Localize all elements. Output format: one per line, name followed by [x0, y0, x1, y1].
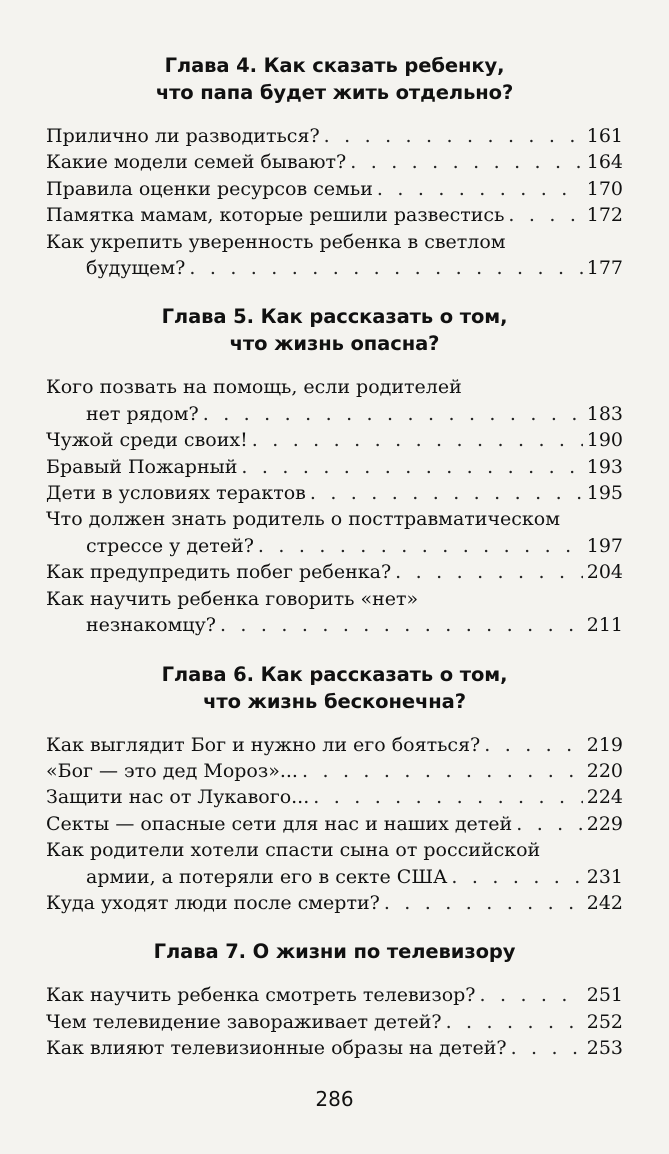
entry-title: будущем? [86, 257, 186, 280]
toc-entry[interactable] [46, 506, 623, 559]
dot-leader [446, 1009, 583, 1035]
entry-title: Прилично ли разводиться? [46, 125, 320, 147]
entry-page: 183 [586, 402, 623, 425]
entry-title: Дети в условиях терактов [46, 482, 306, 505]
entry-page: 224 [586, 786, 623, 809]
dot-leader [480, 982, 583, 1008]
entry-page: 229 [586, 812, 623, 835]
chapter-title [46, 938, 623, 965]
entry-title: Как научить ребенка смотреть телевизор? [46, 984, 476, 1007]
entry-page: 251 [586, 984, 623, 1007]
dot-leader [508, 202, 582, 228]
dot-leader [220, 612, 583, 638]
entry-title: Чем телевидение завораживает детей? [46, 1010, 442, 1033]
entry-page: 170 [586, 177, 623, 200]
chapter-title-line: что жизнь бесконечна? [203, 689, 466, 713]
chapter-title-line: Глава 6. Как рассказать о том, [161, 662, 508, 686]
entry-title: Бравый Пожарный [46, 455, 238, 478]
dot-leader [252, 427, 583, 453]
entry-page: 190 [586, 429, 623, 452]
toc-entry[interactable] [46, 811, 623, 837]
entry-page: 204 [586, 561, 623, 584]
chapter-4 [46, 52, 623, 281]
chapter-title-line: Глава 5. Как рассказать о том, [161, 305, 508, 329]
chapter-title [46, 661, 623, 715]
dot-leader [377, 176, 583, 202]
toc-entry[interactable] [46, 732, 623, 758]
chapter-7 [46, 938, 623, 1061]
toc-entry[interactable] [46, 427, 623, 453]
entry-title-line: Как научить ребенка говорить «нет» [46, 587, 419, 610]
dot-leader [313, 784, 582, 810]
dot-leader [203, 401, 583, 427]
toc-entry[interactable] [46, 374, 623, 427]
entry-title: Чужой среди своих! [46, 429, 248, 452]
toc-entry[interactable] [46, 784, 623, 810]
toc-entry[interactable] [46, 559, 623, 585]
dot-leader [310, 480, 583, 506]
dot-leader [302, 758, 583, 784]
entry-page: 193 [586, 455, 623, 478]
entry-title-line: Кого позвать на помощь, если родителей [46, 376, 462, 399]
entry-title: Защити нас от Лукавого... [46, 786, 310, 809]
entry-page: 177 [586, 257, 623, 280]
entry-page: 220 [586, 759, 623, 782]
entry-title: нет рядом? [86, 402, 199, 425]
chapter-title-line: Глава 4. Как сказать ребенку, [164, 54, 505, 77]
dot-leader [384, 890, 583, 916]
entry-title: армии, а потеряли его в секте США [86, 865, 448, 888]
toc-entry[interactable] [46, 982, 623, 1008]
entry-title: Как предупредить побег ребенка? [46, 561, 392, 584]
chapter-title [46, 303, 623, 357]
dot-leader [258, 533, 583, 559]
dot-leader [484, 732, 582, 758]
dot-leader [324, 123, 583, 149]
toc-entry[interactable] [46, 480, 623, 506]
entry-title: Правила оценки ресурсов семьи [46, 177, 373, 200]
entry-title: Как выглядит Бог и нужно ли его бояться? [46, 733, 481, 756]
toc-entry[interactable] [46, 229, 623, 282]
entry-title: Как влияют телевизионные образы на детей? [46, 1037, 507, 1060]
dot-leader [241, 454, 582, 480]
toc-entry[interactable] [46, 202, 623, 228]
chapter-title-line: Глава 7. О жизни по телевизору [153, 940, 516, 964]
toc-entry[interactable] [46, 586, 623, 639]
entry-page: 211 [586, 614, 623, 637]
dot-leader [395, 559, 583, 585]
entry-title: «Бог — это дед Мороз»... [46, 759, 298, 782]
toc-entry[interactable] [46, 837, 623, 890]
entry-title-line: Как укрепить уверенность ребенка в светлом [46, 230, 506, 253]
chapter-6 [46, 661, 623, 917]
entry-page: 253 [586, 1037, 623, 1060]
toc-entry[interactable] [46, 454, 623, 480]
dot-leader [350, 149, 583, 175]
chapter-title [46, 52, 623, 106]
entry-page: 242 [586, 891, 623, 914]
entry-page: 195 [586, 482, 623, 505]
entry-title: Какие модели семей бывают? [46, 151, 347, 174]
toc-entry[interactable] [46, 1035, 623, 1061]
entry-title: незнакомцу? [86, 614, 216, 637]
toc-entry[interactable] [46, 758, 623, 784]
dot-leader [451, 864, 582, 890]
entry-page: 252 [586, 1010, 623, 1033]
dot-leader [516, 811, 583, 837]
dot-leader [189, 255, 582, 281]
toc-entry[interactable] [46, 1009, 623, 1035]
entry-page: 231 [586, 865, 623, 888]
entry-page: 197 [586, 534, 623, 557]
dot-leader [511, 1035, 583, 1061]
chapter-title-line: что жизнь опасна? [229, 332, 440, 356]
entry-title: Памятка мамам, которые решили развестись [46, 204, 505, 227]
toc-entry[interactable] [46, 123, 623, 149]
entry-page: 161 [586, 125, 623, 147]
chapter-title-line: что папа будет жить отдельно? [155, 81, 514, 104]
entry-title: Секты — опасные сети для нас и наших детей [46, 812, 513, 835]
page-number: 286 [315, 1087, 354, 1111]
chapter-5 [46, 303, 623, 638]
entry-page: 172 [586, 204, 623, 227]
toc-entry[interactable] [46, 149, 623, 175]
entry-title-line: Как родители хотели спасти сына от российской [46, 839, 541, 862]
toc-entry[interactable] [46, 890, 623, 916]
entry-page: 219 [586, 733, 623, 756]
entry-page: 164 [586, 151, 623, 174]
toc-entry[interactable] [46, 176, 623, 202]
entry-title-line: Что должен знать родитель о посттравматическом [46, 508, 560, 531]
entry-title: Куда уходят люди после смерти? [46, 891, 380, 914]
entry-title: стрессе у детей? [86, 534, 254, 557]
